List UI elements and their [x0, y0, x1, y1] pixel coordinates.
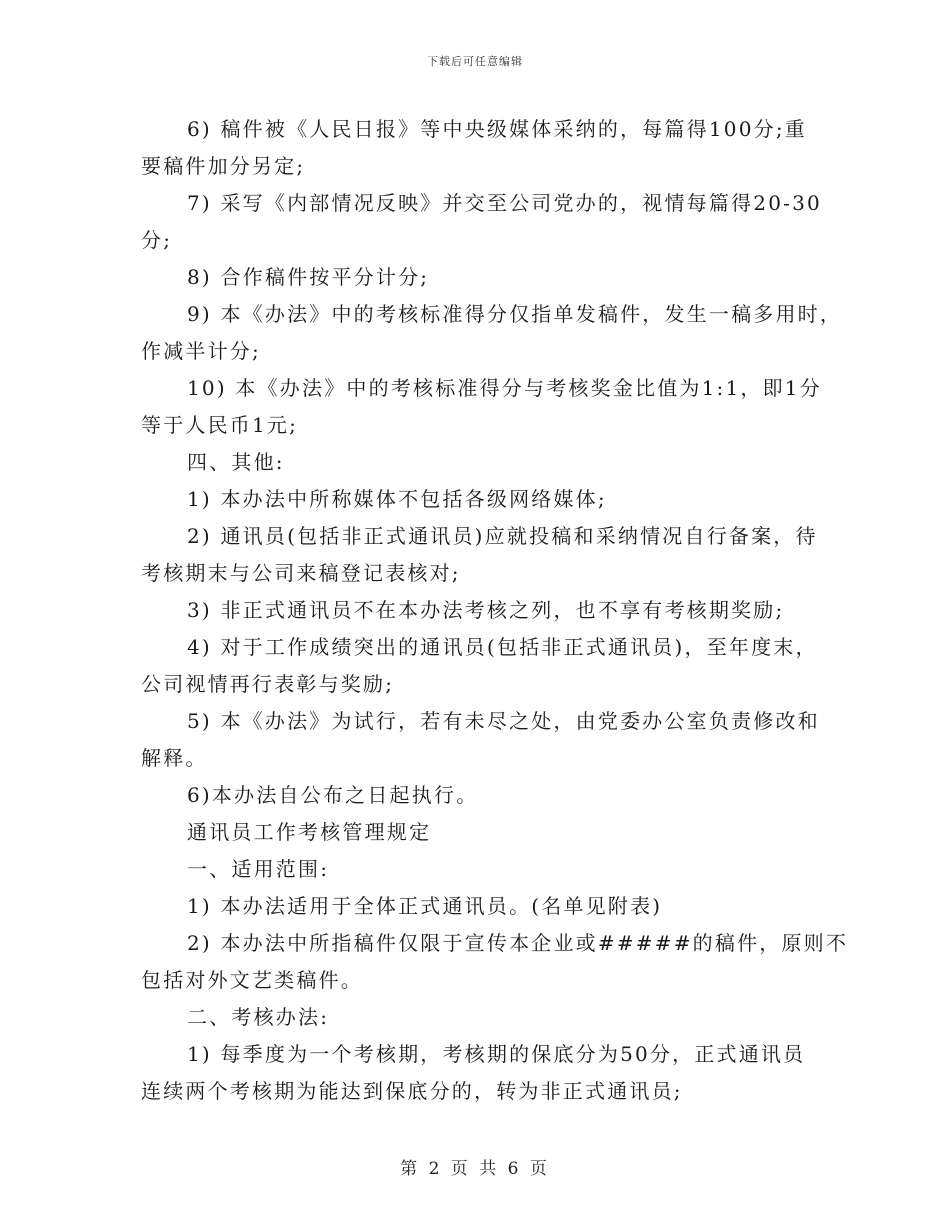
text-line: 3) 非正式通讯员不在本办法考核之列，也不享有考核期奖励; — [187, 598, 785, 622]
text-line: 6) 稿件被《人民日报》等中央级媒体采纳的，每篇得100分;重 — [187, 117, 807, 141]
text-line: 2) 本办法中所指稿件仅限于宣传本企业或#####的稿件，原则不 — [187, 931, 849, 955]
text-line: 通讯员工作考核管理规定 — [187, 820, 432, 844]
text-line: 连续两个考核期为能达到保底分的，转为非正式通讯员; — [141, 1079, 683, 1103]
text-line: 7) 采写《内部情况反映》并交至公司党办的，视情每篇得20-30 — [187, 191, 822, 215]
text-line: 5) 本《办法》为试行，若有未尽之处，由党委办公室负责修改和 — [187, 709, 820, 733]
text-line: 2) 通讯员(包括非正式通讯员)应就投稿和采纳情况自行备案，待 — [187, 524, 818, 548]
text-line: 4) 对于工作成绩突出的通讯员(包括非正式通讯员)，至年度末， — [187, 635, 818, 659]
text-line: 分; — [141, 228, 173, 252]
text-line: 1) 本办法中所称媒体不包括各级网络媒体; — [187, 487, 607, 511]
text-line: 一、适用范围: — [187, 857, 330, 881]
text-line: 1) 本办法适用于全体正式通讯员。(名单见附表) — [187, 894, 663, 918]
text-line: 作减半计分; — [141, 339, 261, 363]
text-line: 二、考核办法: — [187, 1005, 330, 1029]
text-line: 6)本办法自公布之日起执行。 — [187, 783, 479, 807]
text-line: 10) 本《办法》中的考核标准得分与考核奖金比值为1:1，即1分 — [187, 376, 822, 400]
body-text — [141, 111, 849, 1110]
header-note: 下载后可任意编辑 — [427, 55, 523, 68]
text-line: 1) 每季度为一个考核期，考核期的保底分为50分，正式通讯员 — [187, 1042, 806, 1066]
text-line: 9) 本《办法》中的考核标准得分仅指单发稿件，发生一稿多用时， — [187, 302, 843, 326]
text-line: 解释。 — [141, 746, 208, 770]
text-line: 公司视情再行表彰与奖励; — [141, 672, 395, 696]
text-line: 等于人民币1元; — [141, 413, 299, 437]
text-line: 要稿件加分另定; — [141, 154, 306, 178]
text-line: 考核期末与公司来稿登记表核对; — [141, 561, 461, 585]
page-number-footer: 第 2 页 共 6 页 — [400, 1159, 550, 1179]
text-line: 四、其他: — [187, 450, 285, 474]
text-line: 8) 合作稿件按平分计分; — [187, 265, 430, 289]
text-line: 包括对外文艺类稿件。 — [141, 968, 363, 992]
